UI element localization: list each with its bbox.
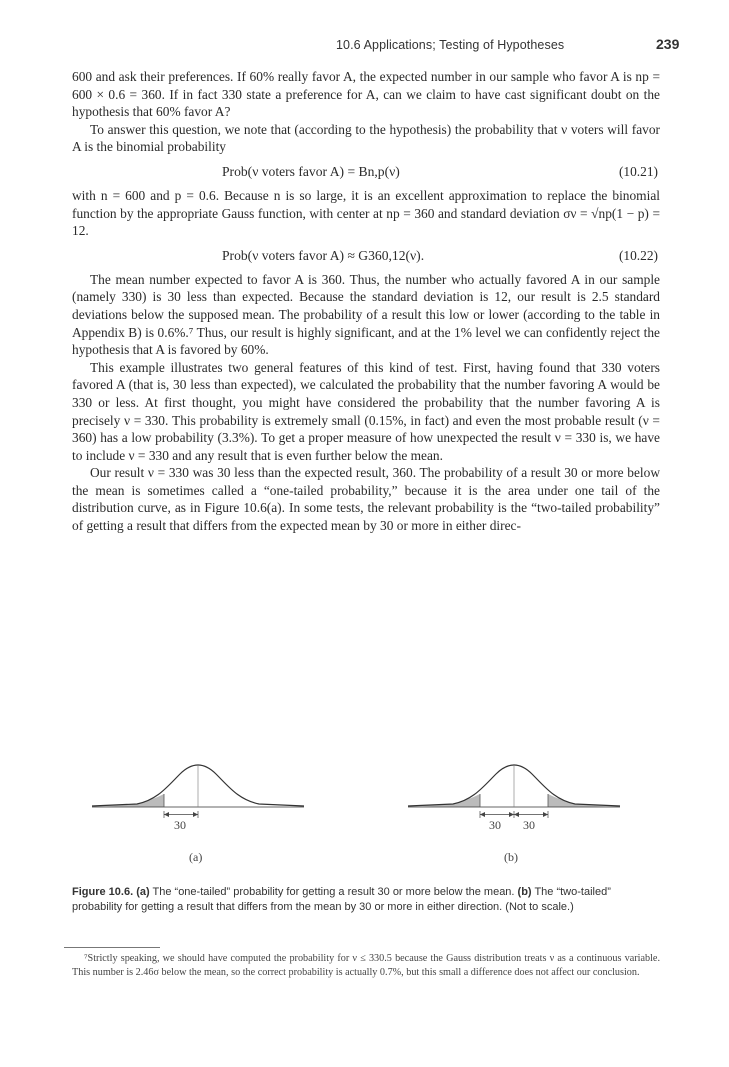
- paragraph: The mean number expected to favor A is 360. Thus, the number who actually favored A in our sample (namely 330) is 30 less than expected. Because the standard deviation is 12, our result is 2.5 standard deviations below the supposed mean. The probability of a result this low or lower (according to the table in Appendix B) is 0.6%.⁷ Thus, our result is highly significant, and at the 1% level we can confidently reject the hypothesis that A is favored by 60%.: [72, 271, 660, 358]
- body-text: [72, 68, 660, 535]
- panel-b-label: (b): [504, 850, 518, 864]
- paragraph: 600 and ask their preferences. If 60% really favor A, the expected number in our sample who favor A is np = 600 × 0.6 = 360. If in fact 330 state a preference for A, can we claim to have cast significant doubt on the hypothesis that 60% favor A?: [72, 69, 660, 120]
- equation-number: (10.22): [618, 247, 658, 263]
- figure-10-6: [92, 752, 652, 882]
- panel-a-curve: [92, 764, 304, 818]
- running-header-title: 10.6 Applications; Testing of Hypotheses: [336, 38, 565, 52]
- running-header: [0, 36, 729, 56]
- footnote-rule: [64, 947, 160, 948]
- panel-b-distance-label-left: 30: [489, 818, 501, 832]
- caption-part-a-text: The “one-tailed” probability for getting a result 30 or more below the mean.: [152, 886, 515, 898]
- paragraph: Our result ν = 330 was 30 less than the expected result, 360. The probability of a result 30 or more below the mean is sometimes called a “one-tailed probability,” because it is the area under one tail of the distribution curve, as in Figure 10.6(a). In some tests, the relevant probability is the “two-tailed probability” of getting a result that differs from the expected mean by 30 or more in either direc-: [72, 465, 660, 534]
- figure-drawing: [92, 752, 652, 882]
- equation-number: (10.21): [618, 163, 658, 179]
- caption-part-a-label: (a): [136, 886, 150, 898]
- footnote-text: ⁷Strictly speaking, we should have computed the probability for ν ≤ 330.5 because the Gauss distribution treats ν as a continuous variable. This number is 2.46σ below the mean, so the correct probability is actually 0.7%, but this small a difference does not affect our conclusion.: [72, 953, 660, 978]
- figure-caption: [72, 885, 660, 915]
- panel-b-curve: [408, 764, 620, 818]
- equation-10-21: [72, 162, 660, 182]
- page-number: 239: [656, 36, 680, 52]
- caption-part-b-text: The “two-tailed” probability for getting a result that differs from the mean by 30 or more in either direction. (Not to scale.): [72, 886, 611, 913]
- caption-label: Figure 10.6.: [72, 886, 134, 898]
- paragraph: To answer this question, we note that (according to the hypothesis) the probability that ν voters will favor A is the binomial probability: [72, 121, 660, 155]
- paragraph: with n = 600 and p = 0.6. Because n is so large, it is an excellent approximation to replace the binomial function by the appropriate Gauss function, with center at np = 360 and standard deviation σν = √np(1 − p) = 12.: [72, 187, 660, 239]
- equation-10-22: [72, 246, 660, 266]
- equation-text: Prob(ν voters favor A) = Bn,p(ν): [222, 163, 400, 179]
- caption-part-b-label: (b): [517, 886, 532, 898]
- paragraph: This example illustrates two general features of this kind of test. First, having found that 330 voters favored A (that is, 30 less than expected), we calculated the probability that the number favoring A would be 330 or less. At first thought, you might have considered the probability that the number favoring A is precisely ν = 330. This probability is extremely small (0.15%, in fact) and even the most probable result (ν = 360) has a low probability (3.3%). To get a proper measure of how unexpected the result ν = 330 is, we have to include ν = 330 and any result that is even further below the mean.: [72, 359, 660, 463]
- panel-a-label: (a): [189, 850, 203, 864]
- panel-a-distance-label: 30: [174, 818, 186, 832]
- footnote: [72, 952, 660, 979]
- panel-b-distance-label-right: 30: [523, 818, 535, 832]
- equation-text: Prob(ν voters favor A) ≈ G360,12(ν).: [222, 247, 425, 263]
